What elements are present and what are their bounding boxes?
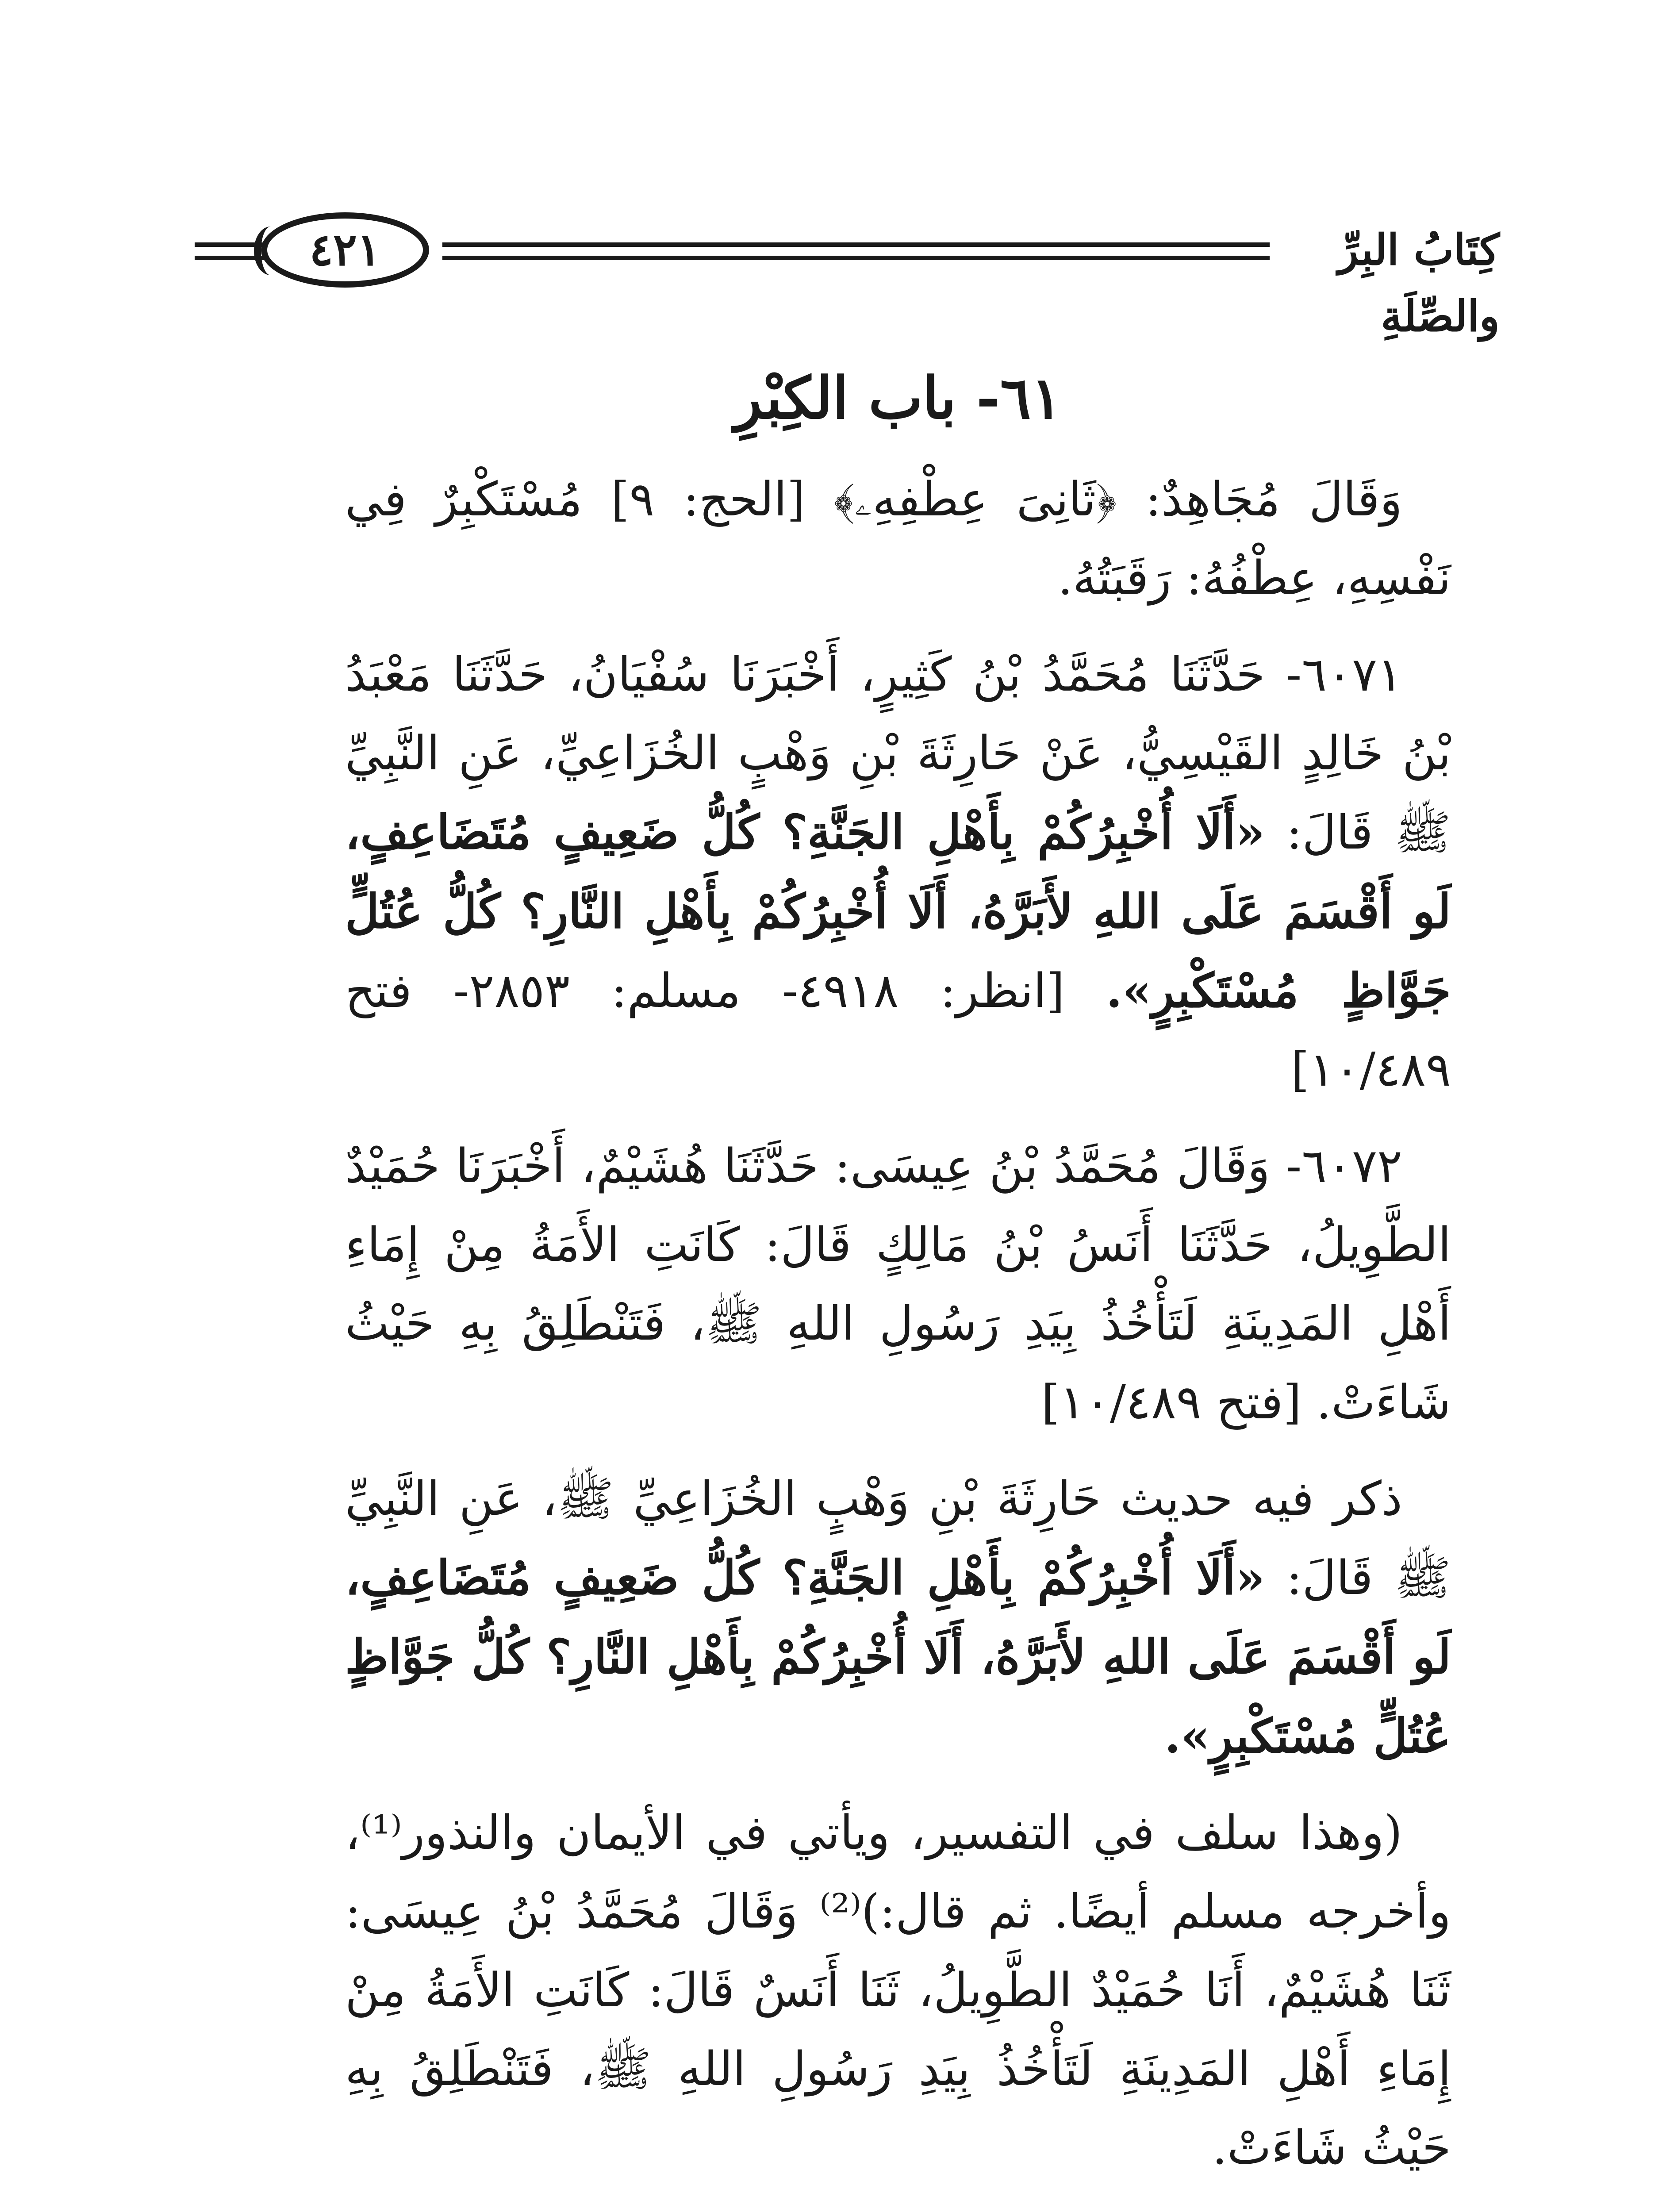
book-title: كِتَابُ البِرِّ والصِّلَةِ bbox=[1338, 225, 1500, 341]
commentary-intro: ذكر فيه حديث حَارِثَةَ بْنِ وَهْبٍ الخُزَاعِيِّ ﷺ، عَنِ النَّبِيِّ ﷺ قَالَ: bbox=[345, 1471, 1451, 1605]
header-rule bbox=[442, 242, 1270, 247]
hadith-6072 bbox=[345, 1127, 1451, 1442]
hadith-6071 bbox=[345, 635, 1451, 1109]
hadith-chain: ٦٠٧٢- وَقَالَ مُحَمَّدُ بْنُ عِيسَى: حَدَّثَنَا هُشَيْمٌ، أَخْبَرَنَا حُمَيْدٌ الطَّوِيلُ، حَدَّثَنَا أَنَسُ بْنُ مَالِكٍ قَالَ: bbox=[345, 1139, 1451, 1272]
commentary-paragraph bbox=[345, 2205, 1451, 2212]
header-rule bbox=[442, 256, 1270, 260]
hadith-text: «أَلَا أُخْبِرُكُمْ بِأَهْلِ الجَنَّةِ؟ كُلُّ ضَعِيفٍ مُتَضَاعِفٍ، لَو أَقْسَمَ عَلَى اللهِ لأَبَرَّهُ، أَلَا أُخْبِرُكُمْ بِأَهْلِ النَّارِ؟ كُلُّ عُتُلٍّ جَوَّاظٍ مُسْتَكْبِرٍ». bbox=[345, 804, 1451, 1018]
chapter-title: ٦١- باب الكِبْرِ bbox=[734, 364, 1062, 432]
main-text bbox=[345, 354, 1451, 2212]
commentary-paragraph: (وهذا سلف في التفسير، ويأتي في الأيمان والنذور⁽¹⁾، وأخرجه مسلم أيضًا. ثم قال:)⁽²⁾ وَقَالَ مُحَمَّدُ بْنُ عِيسَى: ثَنَا هُشَيْمٌ، أَنَا حُمَيْدٌ الطَّوِيلُ، ثَنَا أَنَسٌ قَالَ: كَانَتِ الأَمَةُ مِنْ إِمَاءِ أَهْلِ المَدِينَةِ لَتَأْخُذُ بِيَدِ رَسُولِ اللهِ ﷺ، فَتَنْطَلِقُ بِهِ حَيْثُ شَاءَتْ. bbox=[345, 1805, 1451, 2175]
intro-paragraph: وَقَالَ مُجَاهِدٌ: ﴿ثَانِىَ عِطْفِهِۦ﴾ [الحج: ٩] مُسْتَكْبِرٌ فِي نَفْسِهِ، عِطْفُهُ: رَقَبَتُهُ. bbox=[345, 472, 1451, 605]
commentary-quote: «أَلَا أُخْبِرُكُمْ بِأَهْلِ الجَنَّةِ؟ كُلُّ ضَعِيفٍ مُتَضَاعِفٍ، لَو أَقْسَمَ عَلَى اللهِ لأَبَرَّهُ، أَلَا أُخْبِرُكُمْ بِأَهْلِ النَّارِ؟ كُلُّ جَوَّاظٍ عُتُلٍّ مُسْتَكْبِرٍ». bbox=[345, 1550, 1451, 1763]
hadith-text: كَانَتِ الأَمَةُ مِنْ إِمَاءِ أَهْلِ المَدِينَةِ لَتَأْخُذُ بِيَدِ رَسُولِ اللهِ ﷺ، فَتَنْطَلِقُ بِهِ حَيْثُ شَاءَتْ. bbox=[345, 1217, 1451, 1429]
hadith-refs: [انظر: ٤٩١٨- مسلم: ٢٨٥٣- فتح ١٠/٤٨٩] bbox=[345, 964, 1451, 1097]
hadith-refs: [فتح ١٠/٤٨٩] bbox=[1041, 1375, 1301, 1429]
hadith-chain: ٦٠٧١- حَدَّثَنَا مُحَمَّدُ بْنُ كَثِيرٍ، أَخْبَرَنَا سُفْيَانُ، حَدَّثَنَا مَعْبَدُ بْنُ خَالِدٍ القَيْسِيُّ، عَنْ حَارِثَةَ بْنِ وَهْبٍ الخُزَاعِيِّ، عَنِ النَّبِيِّ ﷺ قَالَ: bbox=[345, 647, 1451, 860]
commentary-paragraph bbox=[345, 1459, 1451, 1776]
page-header bbox=[195, 208, 1500, 341]
page-number: ٤٢١ bbox=[261, 212, 429, 288]
